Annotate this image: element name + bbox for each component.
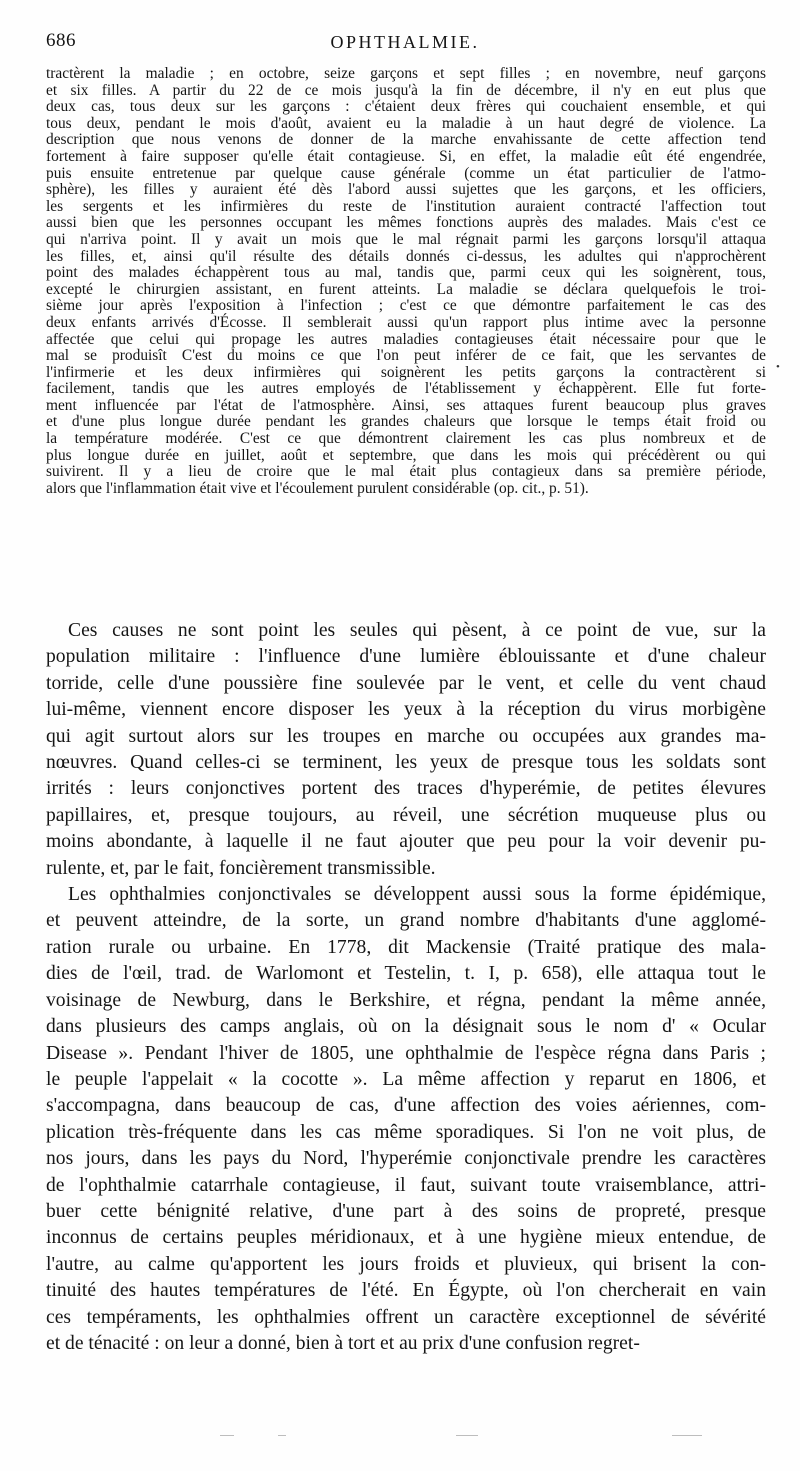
main-text [46,618,766,1357]
body-line: dans plusieurs des camps anglais, où on la désignait sous le nom d' « Ocular [46,1016,766,1038]
body-line: population militaire : l'influence d'une lumière éblouissante et d'une chaleur [46,646,766,668]
body-line: moins abondante, à laquelle il ne faut ajouter que peu pour la voir devenir pu- [46,831,766,853]
body-line: plication très-fréquente dans les cas même sporadiques. Si l'on ne voit plus, de [46,1121,766,1143]
quote-line: et six filles. A partir du 22 de ce mois jusqu'à la fin de décembre, il n'y en eut plus que [46,81,766,99]
body-line: voisinage de Newburg, dans le Berkshire, et régna, pendant la même année, [46,989,766,1011]
quote-line: fortement à faire supposer qu'elle était contagieuse. Si, en effet, la maladie eût été engendrée, [46,147,766,165]
quote-line: sphère), les filles y auraient été dès l'abord aussi sujettes que les garçons, et les officiers, [46,181,766,199]
quote-line: deux cas, tous deux sur les garçons : c'étaient deux frères qui couchaient ensemble, et qui [46,98,766,116]
body-line: torride, celle d'une poussière fine soulevée par le vent, et celle du vent chaud [46,672,766,694]
quote-line: et d'une plus longue durée pendant les grandes chaleurs que lorsque le temps était froid ou [46,413,766,431]
body-line: s'accompagna, dans beaucoup de cas, d'une affection des voies aériennes, com- [46,1095,766,1117]
footer-bleed-through [60,1432,750,1440]
page-header [46,30,764,56]
quote-line: alors que l'inflammation était vive et l'écoulement purulent considérable (op. cit., p. 51). [46,479,589,497]
body-line: rulente, et, par le fait, foncièrement transmissible. [46,857,436,879]
body-line: ces tempéraments, les ophthalmies offrent un caractère exceptionnel de sévérité [46,1306,766,1328]
quote-line: ment influencée par l'état de l'atmosphère. Ainsi, ses attaques furent beaucoup plus graves [46,396,766,414]
quote-line: mal se produisît C'est du moins ce que l'on peut inférer de ce fait, que les servantes de [46,347,766,365]
body-line: qui agit surtout alors sur les troupes en marche ou occupées aux grandes ma- [46,725,766,747]
body-line: tinuité des hautes températures de l'été. En Égypte, où l'on chercherait en vain [46,1280,766,1302]
body-line: ration rurale ou urbaine. En 1778, dit Mackensie (Traité pratique des mala- [46,936,766,958]
quote-line: aussi bien que les personnes occupant les mêmes fonctions auprès des malades. Mais c'est ce [46,214,766,232]
body-line: Les ophthalmies conjonctivales se développent aussi sous la forme épidémique, [68,884,766,906]
body-line: buer cette bénignité relative, d'une part à des soins de propreté, presque [46,1200,766,1222]
quote-line: l'infirmerie et les deux infirmières qui soignèrent les petits garçons la contractèrent si [46,363,766,381]
body-line: papillaires, et, presque toujours, au réveil, une sécrétion muqueuse plus ou [46,804,766,826]
body-line: Disease ». Pendant l'hiver de 1805, une ophthalmie de l'espèce régna dans Paris ; [46,1042,766,1064]
body-line: le peuple l'appelait « la cocotte ». La même affection y reparut en 1806, et [46,1068,766,1090]
quote-line: plus longue durée en juillet, août et septembre, que dans les mois qui précédèrent ou qui [46,446,766,464]
body-line: inconnus de certains peuples méridionaux, et à une hygiène mieux entendue, de [46,1227,766,1249]
body-line: Ces causes ne sont point les seules qui pèsent, à ce point de vue, sur la [68,620,766,641]
quote-line: point des malades échappèrent tous au mal, tandis que, parmi ceux qui les soignèrent, tous, [46,264,766,282]
quote-line: description que nous venons de donner de la marche envahissante de cette affection tend [46,131,766,149]
quote-line: tous deux, pendant le mois d'août, avaient eu la maladie à un haut degré de violence. La [46,114,766,132]
body-line: et peuvent atteindre, de la sorte, un grand nombre d'habitants d'une agglomé- [46,910,766,932]
body-line: l'autre, au calme qu'apportent les jours froids et pluvieux, qui brisent la con- [46,1253,766,1275]
body-line: dies de l'œil, trad. de Warlomont et Testelin, t. I, p. 658), elle attaqua tout le [46,963,766,985]
quote-line: excepté le chirurgien assistant, en furent atteints. La maladie se déclara quelquefois le troi- [46,280,766,298]
body-line: irrités : leurs conjonctives portent des traces d'hyperémie, de petites élevures [46,778,766,800]
quote-line: facilement, tandis que les autres employés de l'établissement y échappèrent. Elle fut forte- [46,380,766,398]
body-line: lui-même, viennent encore disposer les yeux à la réception du virus morbigène [46,699,766,721]
quote-line: la température modérée. C'est ce que démontrent clairement les cas plus nombreux et de [46,430,766,448]
running-title: OPHTHALMIE. [330,32,480,52]
quote-line: les filles, et, ainsi qu'il résulte des détails donnés ci-dessus, les adultes qui n'approchèrent [46,247,766,265]
body-line: de l'ophthalmie catarrhale contagieuse, il faut, suivant toute vraisemblance, attri- [46,1174,766,1196]
quote-line: puis ensuite entretenue par quelque cause générale (comme un état particulier de l'atmo- [46,164,766,182]
page-number: 686 [46,30,76,51]
quoted-passage [46,66,766,497]
quote-line: qui n'arriva point. Il y avait un mois que le mal régnait parmi les garçons lorsqu'il attaqua [46,230,766,248]
quote-line: sième jour après l'exposition à l'infection ; c'est ce que démontre parfaitement le cas des [46,297,766,315]
body-line: et de ténacité : on leur a donné, bien à tort et au prix d'une confusion regret- [46,1332,640,1354]
quote-line: les sergents et les infirmières du reste de l'institution auraient contracté l'affection tout [46,197,766,215]
body-line: nœuvres. Quand celles-ci se terminent, les yeux de presque tous les soldats sont [46,752,766,774]
quote-line: affectée que celui qui propage les autres maladies contagieuses était nécessaire pour que le [46,330,766,348]
quote-line: tractèrent la maladie ; en octobre, seize garçons et sept filles ; en novembre, neuf garçons [46,65,766,82]
body-line: nos jours, dans les pays du Nord, l'hyperémie conjonctivale prendre les caractères [46,1148,766,1170]
quote-line: deux enfants arrivés d'Écosse. Il semblerait aussi qu'un rapport plus intime avec la personne [46,313,766,331]
quote-line: suivirent. Il y a lieu de croire que le mal était plus contagieux dans sa première période, [46,463,766,481]
margin-mark: • [776,361,780,373]
